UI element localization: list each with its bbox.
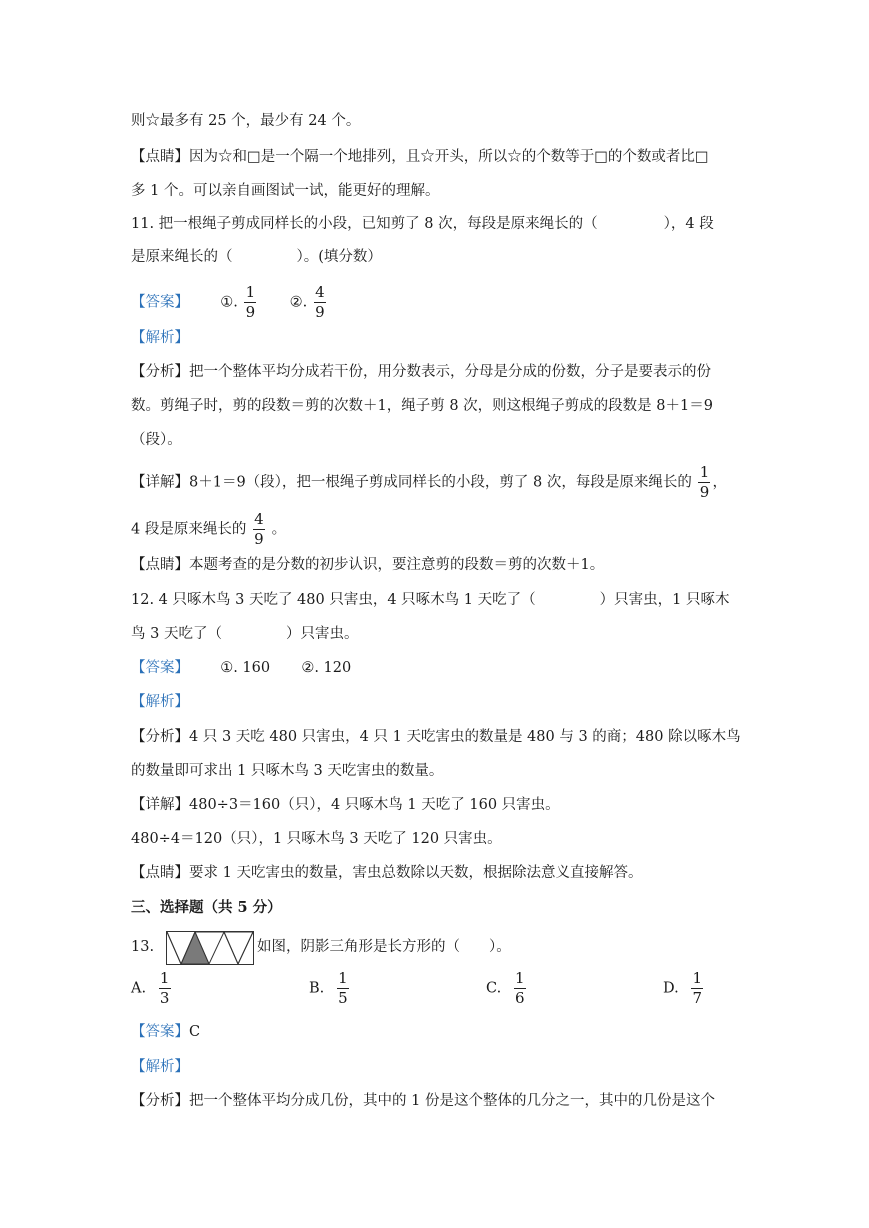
answer-13 [131,1022,200,1042]
fraction: $\frac{1}{9}$ [699,463,710,501]
q12-text: ）只害虫。 [285,626,359,642]
fraction: $\frac{1}{7}$ [692,969,703,1007]
text: ， [712,474,727,491]
answer-label: 【答案】 [131,1024,189,1040]
q12-text: ）只害虫，1 只啄木 [599,592,730,608]
section-heading: 三、选择题（共 5 分） [131,899,282,916]
answer-value: ②. 120 [301,660,352,676]
text-line: 则☆最多有 25 个，最少有 24 个。 [131,113,361,129]
text: 【详解】8＋1＝9（段），把一根绳子剪成同样长的小段，剪了 8 次，每段是原来绳长的 [131,474,692,491]
fraction: $\frac{1}{5}$ [338,969,348,1007]
option-letter: C. [486,980,502,997]
question-11-cont [131,247,382,267]
answer-label: 【答案】 [131,660,189,676]
option-letter: B. [309,980,325,997]
q11-text: ），4 段 [663,216,714,232]
option-letter: D. [663,980,679,997]
rectangle-triangles-figure [166,931,254,965]
detail-11 [131,464,727,501]
option-letter: A. [131,980,147,997]
option-b[interactable] [309,970,351,1007]
question-11 [131,214,714,234]
text-line: 【点睛】本题考查的是分数的初步认识，要注意剪的段数＝剪的次数＋1。 [131,557,605,573]
fraction: $\frac{1}{3}$ [159,969,170,1007]
text-line: 480÷4＝120（只），1 只啄木鸟 3 天吃了 120 只害虫。 [131,831,502,847]
text-line: （段）。 [131,432,182,448]
analysis-label: 【解析】 [131,694,189,710]
option-a[interactable] [131,970,173,1007]
question-13-num: 13. [131,939,155,955]
q11-text: 是原来绳长的（ [131,249,233,265]
answer-value: ①. 160 [220,660,271,676]
answer-11 [131,284,328,321]
answer-marker: ①. [220,294,238,311]
fraction: $\frac{4}{9}$ [315,283,325,321]
q12-text: 鸟 3 天吃了（ [131,626,222,642]
q12-text: 12. 4 只啄木鸟 3 天吃了 480 只害虫，4 只啄木鸟 1 天吃了（ [131,592,536,608]
text-line: 的数量即可求出 1 只啄木鸟 3 天吃害虫的数量。 [131,763,444,779]
answer-marker: ②. [289,294,308,311]
text-line: 多 1 个。可以亲自画图试一试，能更好的理解。 [131,183,440,199]
analysis-label: 【解析】 [131,1059,189,1075]
answer-label: 【答案】 [131,294,189,311]
text-line: 【分析】4 只 3 天吃 480 只害虫，4 只 1 天吃害虫的数量是 480 与 3 的商；480 除以啄木鸟 [131,729,741,745]
detail-11-cont [131,511,286,548]
option-c[interactable] [486,970,528,1007]
text: 。 [271,521,287,538]
q11-text: 11. 把一根绳子剪成同样长的小段，已知剪了 8 次，每段是原来绳长的（ [131,216,598,232]
question-13-text: 如图，阴影三角形是长方形的（ ）。 [257,939,511,955]
text-line: 【点睛】要求 1 天吃害虫的数量，害虫总数除以天数，根据除法意义直接解答。 [131,865,643,881]
q11-text: ）。(填分数） [296,249,382,265]
fraction: $\frac{1}{9}$ [245,283,256,321]
text-line: 【分析】把一个整体平均分成若干份，用分数表示，分母是分成的份数，分子是要表示的份 [131,364,711,380]
option-d[interactable] [663,970,705,1007]
text-line: 数。剪绳子时，剪的段数＝剪的次数＋1，绳子剪 8 次，则这根绳子剪成的段数是 8＋1＝9 [131,398,713,414]
answer-value: C [189,1024,201,1040]
question-12-cont [131,624,358,644]
fraction: $\frac{4}{9}$ [254,510,264,548]
text-line: 【点睛】因为☆和□是一个隔一个地排列，且☆开头，所以☆的个数等于□的个数或者比□ [131,149,709,165]
text-line: 【详解】480÷3＝160（只），4 只啄木鸟 1 天吃了 160 只害虫。 [131,797,560,813]
fraction: $\frac{1}{6}$ [515,969,525,1007]
analysis-label: 【解析】 [131,330,189,346]
answer-12 [131,658,351,678]
question-12 [131,590,729,610]
text: 4 段是原来绳长的 [131,521,247,538]
text-line: 【分析】把一个整体平均分成几份，其中的 1 份是这个整体的几分之一，其中的几份是这个 [131,1093,715,1109]
